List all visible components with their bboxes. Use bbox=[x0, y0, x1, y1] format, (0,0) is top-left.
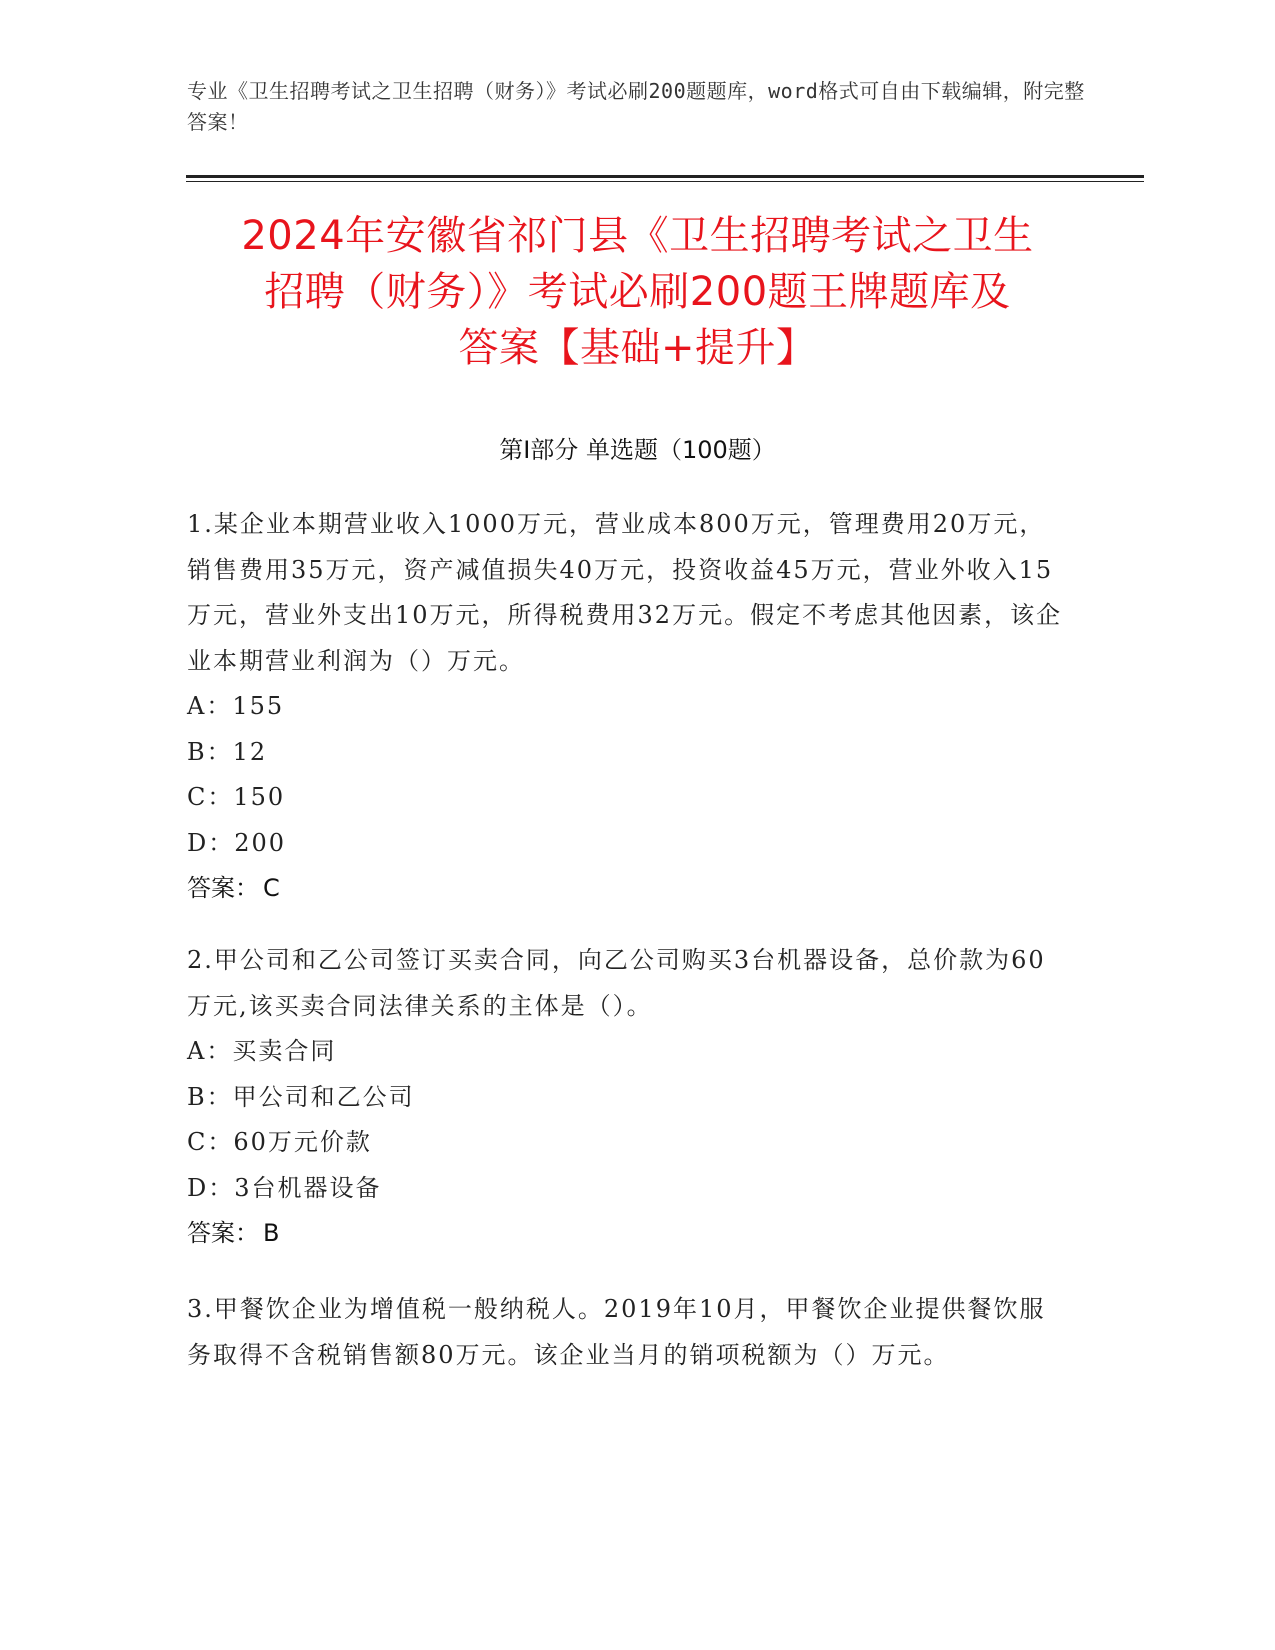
question-stem: 3.甲餐饮企业为增值税一般纳税人。2019年10月，甲餐饮企业提供餐饮服务取得不含税销售额80万元。该企业当月的销项税额为（）万元。 bbox=[187, 1295, 1046, 1369]
answer-value: C bbox=[263, 874, 280, 902]
option-c: C：60万元价款 bbox=[187, 1128, 372, 1156]
answer-label: 答案： bbox=[187, 874, 259, 902]
option-a: A：155 bbox=[187, 692, 285, 720]
question-stem: 1.某企业本期营业收入1000万元，营业成本800万元，管理费用20万元，销售费用35万元，资产减值损失40万元，投资收益45万元，营业外收入15万元，营业外支出10万元，所得税费用32万元。假定不考虑其他因素，该企业本期营业利润为（）万元。 bbox=[187, 510, 1063, 675]
option-b: B：12 bbox=[187, 737, 268, 766]
answer-line bbox=[187, 866, 1067, 912]
header-note: 专业《卫生招聘考试之卫生招聘（财务）》考试必刷200题题库，word格式可自由下载编辑，附完整答案！ bbox=[187, 79, 1085, 134]
answer-line bbox=[187, 1211, 1067, 1257]
title-line-1: 2024年安徽省祁门县《卫生招聘考试之卫生 bbox=[241, 213, 1034, 259]
question-1 bbox=[187, 502, 1067, 912]
document-title bbox=[150, 208, 1125, 376]
answer-label: 答案： bbox=[187, 1219, 259, 1247]
answer-value: B bbox=[263, 1219, 280, 1247]
question-3 bbox=[187, 1287, 1067, 1378]
option-b: B：甲公司和乙公司 bbox=[187, 1082, 415, 1111]
header-rule-thin bbox=[186, 181, 1144, 182]
option-c: C：150 bbox=[187, 783, 286, 811]
question-stem: 2.甲公司和乙公司签订买卖合同，向乙公司购买3台机器设备，总价款为60万元,该买卖合同法律关系的主体是（）。 bbox=[187, 946, 1046, 1020]
header-rule-thick bbox=[186, 175, 1144, 178]
title-line-2: 招聘（财务）》考试必刷200题王牌题库及 bbox=[264, 269, 1011, 315]
section-heading: 第I部分 单选题（100题） bbox=[499, 436, 776, 464]
option-a: A：买卖合同 bbox=[187, 1037, 337, 1065]
option-d: D：200 bbox=[187, 828, 287, 857]
option-d: D：3台机器设备 bbox=[187, 1173, 382, 1202]
title-line-3: 答案【基础+提升】 bbox=[458, 325, 817, 371]
question-2 bbox=[187, 938, 1067, 1257]
